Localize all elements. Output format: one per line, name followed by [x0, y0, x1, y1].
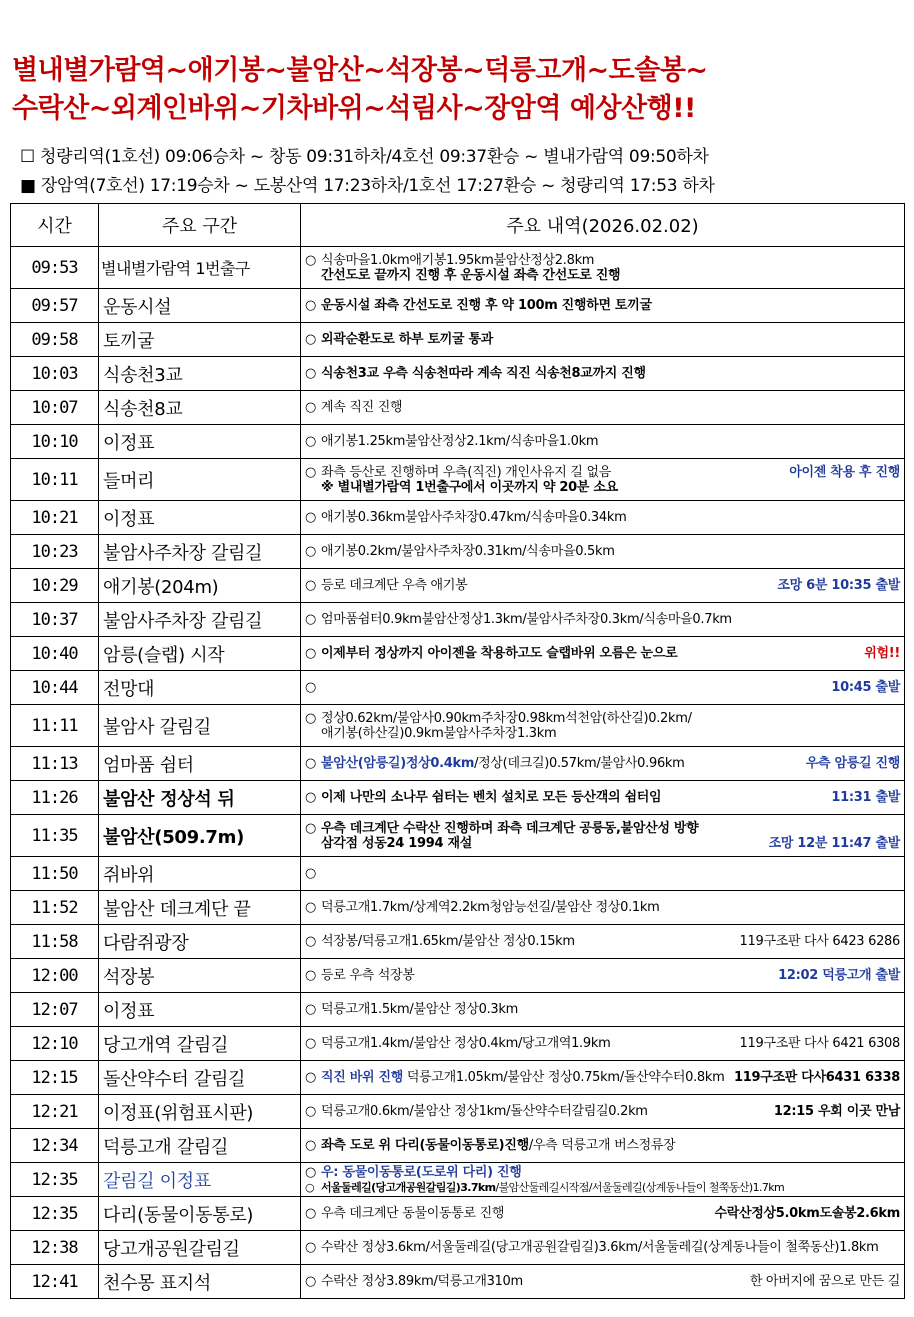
row-detail: ○ 애기봉0.2km/불암사주차장0.31km/식송마을0.5km [301, 535, 905, 569]
table-row [11, 993, 905, 1027]
table-row [11, 781, 905, 815]
detail-line: 우측 데크계단 동물이동통로 진행 [321, 1206, 505, 1221]
row-time: 12:07 [11, 993, 99, 1027]
row-time: 10:10 [11, 425, 99, 459]
row-time: 11:35 [11, 815, 99, 857]
row-detail: ○ 이제 나만의 소나무 쉼터는 벤치 설치로 모든 등산객의 쉼터임 11:31 출발 [301, 781, 905, 815]
row-time: 11:13 [11, 747, 99, 781]
row-detail: ○ 덕릉고개1.4km/불암산 정상0.4km/당고개역1.9km 119구조판 다사 6421 6308 [301, 1027, 905, 1061]
row-section: 토끼굴 [99, 323, 301, 357]
detail-line: 좌측 등산로 진행하며 우측(직진) 개인사유지 길 없음 [321, 464, 611, 480]
row-section: 불암산(509.7m) [99, 815, 301, 857]
row-detail: ○ [301, 857, 905, 891]
detail-line: 간선도로 끝까지 진행 후 운동시설 좌측 간선도로 진행 [321, 267, 621, 283]
detail-line: 애기봉0.36km불암사주차장0.47km/식송마을0.34km [321, 510, 627, 525]
row-time: 09:57 [11, 289, 99, 323]
detail-line: 등로 우측 석장봉 [321, 968, 415, 983]
row-detail: ○ 불암산(암릉길)정상0.4km/정상(데크길)0.57km/불암사0.96km 우측 암릉길 진행 [301, 747, 905, 781]
row-section: 이정표(위험표시판) [99, 1095, 301, 1129]
return-transit: ■ 장암역(7호선) 17:19승차 ~ 도봉산역 17:23하차/1호선 17:27환승 ~ 청량리역 17:53 하차 [20, 176, 715, 196]
row-detail: ○ 우측 데크계단 동물이동통로 진행 수락산정상5.0km도솔봉2.6km [301, 1197, 905, 1231]
detail-note: 12:02 덕릉고개 출발 [778, 968, 900, 983]
table-row [11, 1027, 905, 1061]
table-row [11, 815, 905, 857]
table-header-row [11, 204, 905, 247]
detail-line: 엄마품쉼터0.9km불암산정상1.3km/불암사주차장0.3km/식송마을0.7km [321, 612, 732, 627]
detail-line: /우측 덕릉고개 버스정류장 [528, 1138, 676, 1153]
detail-line: 석장봉/덕릉고개1.65km/불암산 정상0.15km [321, 934, 575, 949]
row-detail: ○ 애기봉1.25km불암산정상2.1km/식송마을1.0km [301, 425, 905, 459]
row-detail: ○ 직진 바위 진행 덕릉고개1.05km/불암산 정상0.75km/돌산약수터0.8km 119구조판 다사6431 6338 [301, 1061, 905, 1095]
detail-line: 식송천3교 우측 식송천따라 계속 직진 식송천8교까지 진행 [321, 366, 646, 381]
row-detail: ○ 외곽순환도로 하부 토끼굴 통과 [301, 323, 905, 357]
table-row [11, 925, 905, 959]
table-row [11, 671, 905, 705]
table-row [11, 959, 905, 993]
table-row [11, 535, 905, 569]
row-section: 돌산약수터 갈림길 [99, 1061, 301, 1095]
row-time: 10:07 [11, 391, 99, 425]
row-section: 갈림길 이정표 [99, 1163, 301, 1197]
row-section: 엄마품 쉼터 [99, 747, 301, 781]
table-row [11, 1197, 905, 1231]
row-time: 12:35 [11, 1163, 99, 1197]
row-section: 불암사주차장 갈림길 [99, 535, 301, 569]
detail-line: 덕릉고개1.4km/불암산 정상0.4km/당고개역1.9km [321, 1036, 611, 1051]
table-row [11, 323, 905, 357]
detail-line: /불암산둘레길시작점/서울둘레길(상계동나들이 철쭉동산)1.7km [495, 1180, 785, 1194]
detail-line: 덕릉고개1.05km/불암산 정상0.75km/돌산약수터0.8km [403, 1070, 725, 1085]
detail-line: 이제 나만의 소나무 쉼터는 벤치 설치로 모든 등산객의 쉼터임 [321, 790, 662, 805]
title-line-1: 별내별가람역~애기봉~불암산~석장봉~덕릉고개~도솔봉~ [12, 55, 708, 86]
header-detail: 주요 내역(2026.02.02) [301, 204, 905, 247]
row-section: 불암사주차장 갈림길 [99, 603, 301, 637]
detail-line: 우: 동물이동통로(도로위 다리) 진행 [321, 1164, 522, 1180]
table-row [11, 1095, 905, 1129]
row-detail: ○ 식송마을1.0km애기봉1.95km불암산정상2.8km 간선도로 끝까지 진행 후 운동시설 좌측 간선도로 진행 [301, 247, 905, 289]
table-row [11, 1231, 905, 1265]
row-detail: ○ 덕릉고개1.5km/불암산 정상0.3km [301, 993, 905, 1027]
row-section: 천수몽 표지석 [99, 1265, 301, 1299]
row-time: 11:50 [11, 857, 99, 891]
table-row [11, 1163, 905, 1197]
row-time: 12:21 [11, 1095, 99, 1129]
row-section: 당고개역 갈림길 [99, 1027, 301, 1061]
row-section: 다람쥐광장 [99, 925, 301, 959]
detail-line: 수락산 정상3.89km/덕릉고개310m [321, 1274, 523, 1289]
row-detail: ○ 등로 우측 석장봉 12:02 덕릉고개 출발 [301, 959, 905, 993]
row-time: 10:03 [11, 357, 99, 391]
row-section: 이정표 [99, 425, 301, 459]
row-detail: ○ 운동시설 좌측 간선도로 진행 후 약 100m 진행하면 토끼굴 [301, 289, 905, 323]
detail-line-highlight: 서울둘레길(당고개공원갈림길)3.7km [321, 1180, 496, 1194]
row-time: 10:44 [11, 671, 99, 705]
table-row [11, 637, 905, 671]
row-time: 09:58 [11, 323, 99, 357]
row-time: 12:35 [11, 1197, 99, 1231]
header-section: 주요 구간 [99, 204, 301, 247]
detail-line: 애기봉0.2km/불암사주차장0.31km/식송마을0.5km [321, 544, 615, 559]
detail-note: 위험!! [864, 646, 900, 661]
row-time: 11:58 [11, 925, 99, 959]
row-time: 11:52 [11, 891, 99, 925]
detail-note: 조망 12분 11:47 출발 [768, 835, 900, 851]
detail-note: 수락산정상5.0km도솔봉2.6km [714, 1206, 900, 1221]
row-time: 11:26 [11, 781, 99, 815]
row-time: 10:23 [11, 535, 99, 569]
row-detail: ○ 식송천3교 우측 식송천따라 계속 직진 식송천8교까지 진행 [301, 357, 905, 391]
detail-line: 이제부터 정상까지 아이젠을 착용하고도 슬랩바위 오름은 눈으로 [321, 646, 678, 661]
row-detail: ○ 석장봉/덕릉고개1.65km/불암산 정상0.15km 119구조판 다사 6423 6286 [301, 925, 905, 959]
table-row [11, 247, 905, 289]
detail-line: 식송마을1.0km애기봉1.95km불암산정상2.8km [321, 252, 595, 268]
detail-line: 우측 데크계단 수락산 진행하며 좌측 데크계단 공릉동,불암산성 방향 [321, 820, 699, 836]
outbound-transit: ☐ 청량리역(1호선) 09:06승차 ~ 창동 09:31하차/4호선 09:37환승 ~ 별내가람역 09:50하차 [20, 147, 709, 167]
table-row [11, 391, 905, 425]
row-time: 12:38 [11, 1231, 99, 1265]
table-row [11, 1129, 905, 1163]
detail-note: 119구조판 다사6431 6338 [734, 1070, 900, 1085]
table-row [11, 747, 905, 781]
row-detail: ○ 10:45 출발 [301, 671, 905, 705]
row-section: 덕릉고개 갈림길 [99, 1129, 301, 1163]
row-time: 10:29 [11, 569, 99, 603]
detail-line: 애기봉1.25km불암산정상2.1km/식송마을1.0km [321, 434, 599, 449]
schedule-table [10, 203, 905, 1299]
table-row [11, 459, 905, 501]
row-section: 암릉(슬랩) 시작 [99, 637, 301, 671]
row-section: 불암산 정상석 뒤 [99, 781, 301, 815]
row-detail: ○ 우측 데크계단 수락산 진행하며 좌측 데크계단 공릉동,불암산성 방향 삼각점 성동24 1994 재설 조망 12분 11:47 출발 [301, 815, 905, 857]
detail-line-highlight: 좌측 도로 위 다리(동물이동통로)진행 [321, 1138, 529, 1153]
row-section: 운동시설 [99, 289, 301, 323]
row-time: 10:37 [11, 603, 99, 637]
row-detail: ○ 덕릉고개0.6km/불암산 정상1km/돌산약수터갈림길0.2km 12:15 우회 이곳 만남 [301, 1095, 905, 1129]
row-time: 09:53 [11, 247, 99, 289]
row-detail: ○ 수락산 정상3.6km/서울둘레길(당고개공원갈림길)3.6km/서울둘레길(상계동나들이 철쭉동산)1.8km [301, 1231, 905, 1265]
header-time: 시간 [11, 204, 99, 247]
row-detail: ○ 계속 직진 진행 [301, 391, 905, 425]
detail-line: 등로 데크계단 우측 애기봉 [321, 578, 468, 593]
row-time: 12:15 [11, 1061, 99, 1095]
table-row [11, 569, 905, 603]
row-detail: ○ 등로 데크계단 우측 애기봉 조망 6분 10:35 출발 [301, 569, 905, 603]
table-row [11, 501, 905, 535]
row-detail: ○ 정상0.62km/불암사0.90km주차장0.98km석천암(하산길)0.2km/ 애기봉(하산길)0.9km불암사주차장1.3km [301, 705, 905, 747]
detail-line: 정상0.62km/불암사0.90km주차장0.98km석천암(하산길)0.2km/ [321, 710, 692, 726]
detail-note: 119구조판 다사 6423 6286 [739, 934, 900, 949]
row-time: 10:40 [11, 637, 99, 671]
detail-note: 아이젠 착용 후 진행 [789, 464, 900, 480]
row-section: 들머리 [99, 459, 301, 501]
detail-note: 11:31 출발 [831, 790, 900, 805]
table-row [11, 1061, 905, 1095]
detail-line: /정상(데크길)0.57km/불암사0.96km [474, 756, 685, 771]
row-detail: ○ 좌측 도로 위 다리(동물이동통로)진행/우측 덕릉고개 버스정류장 [301, 1129, 905, 1163]
detail-line-highlight: 직진 바위 진행 [321, 1070, 403, 1085]
detail-line: 덕릉고개1.7km/상계역2.2km청암능선길/불암산 정상0.1km [321, 900, 660, 915]
row-section: 석장봉 [99, 959, 301, 993]
detail-note: 10:45 출발 [831, 680, 900, 695]
table-row [11, 357, 905, 391]
row-section: 당고개공원갈림길 [99, 1231, 301, 1265]
detail-note: 119구조판 다사 6421 6308 [739, 1036, 900, 1051]
table-row [11, 857, 905, 891]
table-row [11, 289, 905, 323]
detail-line: ※ 별내별가람역 1번출구에서 이곳까지 약 20분 소요 [321, 479, 618, 495]
row-time: 12:00 [11, 959, 99, 993]
row-section: 쥐바위 [99, 857, 301, 891]
row-section: 애기봉(204m) [99, 569, 301, 603]
detail-line: 운동시설 좌측 간선도로 진행 후 약 100m 진행하면 토끼굴 [321, 298, 652, 313]
row-detail: ○ 애기봉0.36km불암사주차장0.47km/식송마을0.34km [301, 501, 905, 535]
row-section: 이정표 [99, 993, 301, 1027]
row-detail: ○ 엄마품쉼터0.9km불암산정상1.3km/불암사주차장0.3km/식송마을0.7km [301, 603, 905, 637]
row-detail: ○ 수락산 정상3.89km/덕릉고개310m 한 아버지에 꿈으로 만든 길 [301, 1265, 905, 1299]
detail-note: 한 아버지에 꿈으로 만든 길 [749, 1274, 900, 1289]
table-row [11, 891, 905, 925]
table-row [11, 1265, 905, 1299]
detail-line: 계속 직진 진행 [321, 400, 403, 415]
row-time: 10:21 [11, 501, 99, 535]
row-detail: ○ 덕릉고개1.7km/상계역2.2km청암능선길/불암산 정상0.1km [301, 891, 905, 925]
row-detail: ○ 좌측 등산로 진행하며 우측(직진) 개인사유지 길 없음 아이젠 착용 후 진행 ※ 별내별가람역 1번출구에서 이곳까지 약 20분 소요 [301, 459, 905, 501]
table-row [11, 705, 905, 747]
row-time: 12:41 [11, 1265, 99, 1299]
row-section: 식송천8교 [99, 391, 301, 425]
detail-line: 덕릉고개0.6km/불암산 정상1km/돌산약수터갈림길0.2km [321, 1104, 648, 1119]
table-row [11, 425, 905, 459]
row-time: 10:11 [11, 459, 99, 501]
detail-line: 애기봉(하산길)0.9km불암사주차장1.3km [321, 725, 557, 741]
row-section: 이정표 [99, 501, 301, 535]
detail-line-highlight: 불암산(암릉길)정상0.4km [321, 756, 475, 771]
row-section: 다리(동물이동통로) [99, 1197, 301, 1231]
row-section: 전망대 [99, 671, 301, 705]
detail-line: 외곽순환도로 하부 토끼굴 통과 [321, 332, 494, 347]
detail-line: 삼각점 성동24 1994 재설 [321, 835, 472, 851]
detail-note: 조망 6분 10:35 출발 [777, 578, 900, 593]
table-row [11, 603, 905, 637]
document-title [12, 52, 907, 128]
title-line-2: 수락산~외계인바위~기차바위~석림사~장암역 예상산행!! [12, 93, 696, 124]
row-detail: ○ 우: 동물이동통로(도로위 다리) 진행 ○ 서울둘레길(당고개공원갈림길)3.7km/불암산둘레길시작점/서울둘레길(상계동나들이 철쭉동산)1.7km [301, 1163, 905, 1197]
row-detail: ○ 이제부터 정상까지 아이젠을 착용하고도 슬랩바위 오름은 눈으로 위험!! [301, 637, 905, 671]
detail-line: 수락산 정상3.6km/서울둘레길(당고개공원갈림길)3.6km/서울둘레길(상계동나들이 철쭉동산)1.8km [321, 1240, 879, 1255]
detail-note: 우측 암릉길 진행 [805, 756, 900, 771]
row-time: 12:10 [11, 1027, 99, 1061]
detail-note: 12:15 우회 이곳 만남 [773, 1104, 900, 1119]
row-time: 12:34 [11, 1129, 99, 1163]
row-section: 불암사 갈림길 [99, 705, 301, 747]
row-section: 별내별가람역 1번출구 [99, 247, 301, 289]
row-time: 11:11 [11, 705, 99, 747]
detail-line: 덕릉고개1.5km/불암산 정상0.3km [321, 1002, 518, 1017]
row-section: 식송천3교 [99, 357, 301, 391]
row-section: 불암산 데크계단 끝 [99, 891, 301, 925]
